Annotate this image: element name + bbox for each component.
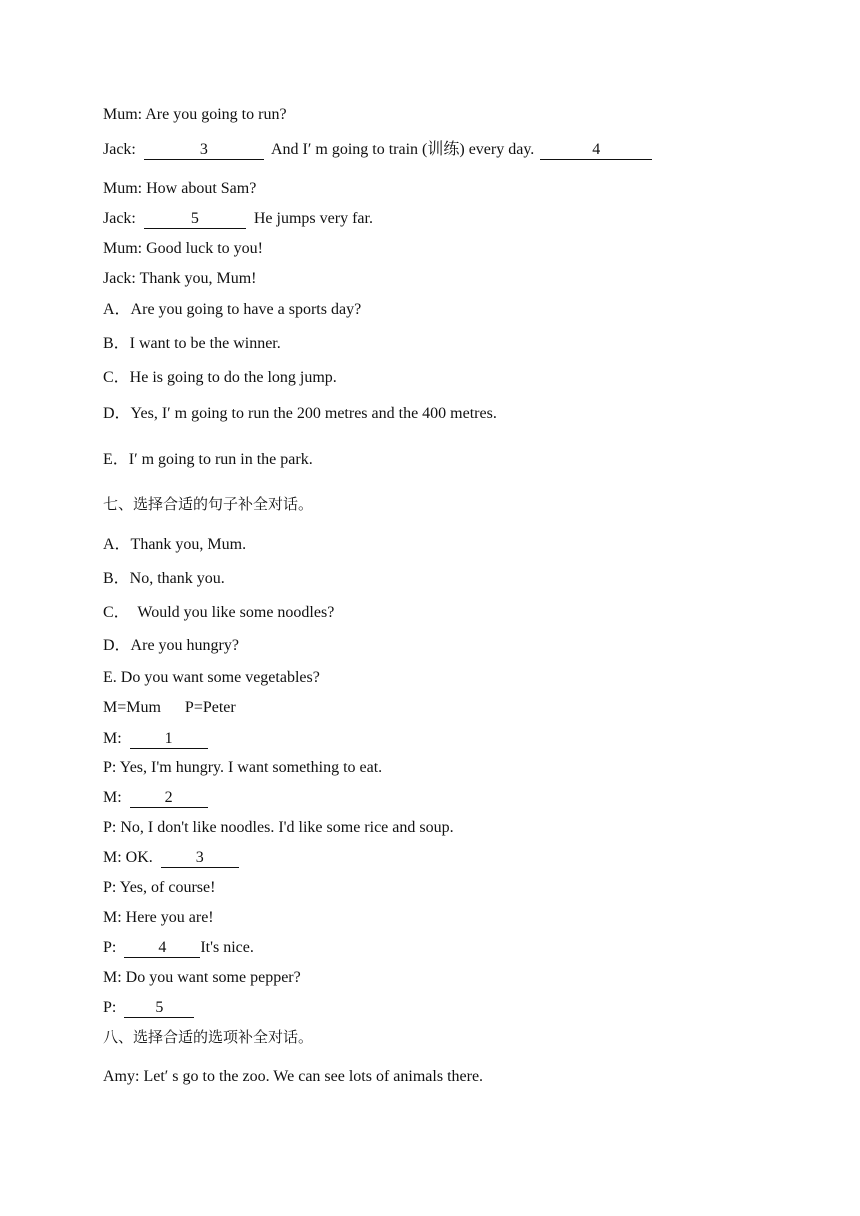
option-d: D．Are you hungry?	[103, 637, 239, 654]
speaker-label: Jack:	[103, 141, 140, 158]
option-a: A．Thank you, Mum.	[103, 536, 247, 553]
speaker-label: M: OK.	[103, 849, 161, 866]
dialogue-line: Mum: How about Sam?	[103, 180, 257, 197]
option-c: C． Would you like some noodles?	[103, 604, 335, 621]
dialogue-line	[103, 729, 208, 749]
dialogue-line: Jack: Thank you, Mum!	[103, 270, 257, 287]
answer-blank: 5	[124, 999, 194, 1018]
dialogue-line: Amy: Let′ s go to the zoo. We can see lots of animals there.	[103, 1068, 484, 1085]
option-b: B．I want to be the winner.	[103, 335, 281, 352]
option-a: A．Are you going to have a sports day?	[103, 301, 362, 318]
option-e: E．I′ m going to run in the park.	[103, 451, 313, 468]
dialogue-line	[103, 140, 652, 160]
answer-blank: 3	[161, 849, 239, 868]
speaker-label: P:	[103, 939, 125, 956]
roles-legend: M=Mum P=Peter	[103, 699, 236, 716]
answer-blank: 4	[124, 939, 200, 958]
dialogue-line	[103, 209, 373, 229]
dialogue-line	[103, 938, 254, 958]
option-b: B．No, thank you.	[103, 570, 225, 587]
answer-blank: 2	[130, 789, 208, 808]
dialogue-line	[103, 848, 239, 868]
option-c: C．He is going to do the long jump.	[103, 369, 337, 386]
answer-blank: 1	[130, 730, 208, 749]
dialogue-line: Mum: Are you going to run?	[103, 106, 287, 123]
speaker-label: M:	[103, 730, 130, 747]
speaker-label: P:	[103, 999, 125, 1016]
dialogue-line	[103, 998, 194, 1018]
dialogue-text: It's nice.	[200, 939, 254, 956]
dialogue-text: And I′ m going to train (训练) every day.	[263, 141, 539, 158]
option-e: E. Do you want some vegetables?	[103, 669, 320, 686]
speaker-label: M:	[103, 789, 130, 806]
dialogue-line: P: Yes, of course!	[103, 879, 216, 896]
option-d: D．Yes, I′ m going to run the 200 metres and the 400 metres.	[103, 405, 497, 422]
dialogue-line: Mum: Good luck to you!	[103, 240, 263, 257]
dialogue-line: M: Here you are!	[103, 909, 214, 926]
section-heading: 八、选择合适的选项补全对话。	[103, 1028, 314, 1046]
answer-blank: 5	[144, 210, 246, 229]
answer-blank: 4	[540, 141, 652, 160]
answer-blank: 3	[144, 141, 264, 160]
section-heading: 七、选择合适的句子补全对话。	[103, 495, 314, 513]
dialogue-line: M: Do you want some pepper?	[103, 969, 301, 986]
dialogue-line: P: No, I don't like noodles. I'd like some rice and soup.	[103, 819, 454, 836]
dialogue-text: He jumps very far.	[245, 210, 373, 227]
dialogue-line	[103, 788, 208, 808]
speaker-label: Jack:	[103, 210, 140, 227]
dialogue-line: P: Yes, I'm hungry. I want something to eat.	[103, 759, 383, 776]
